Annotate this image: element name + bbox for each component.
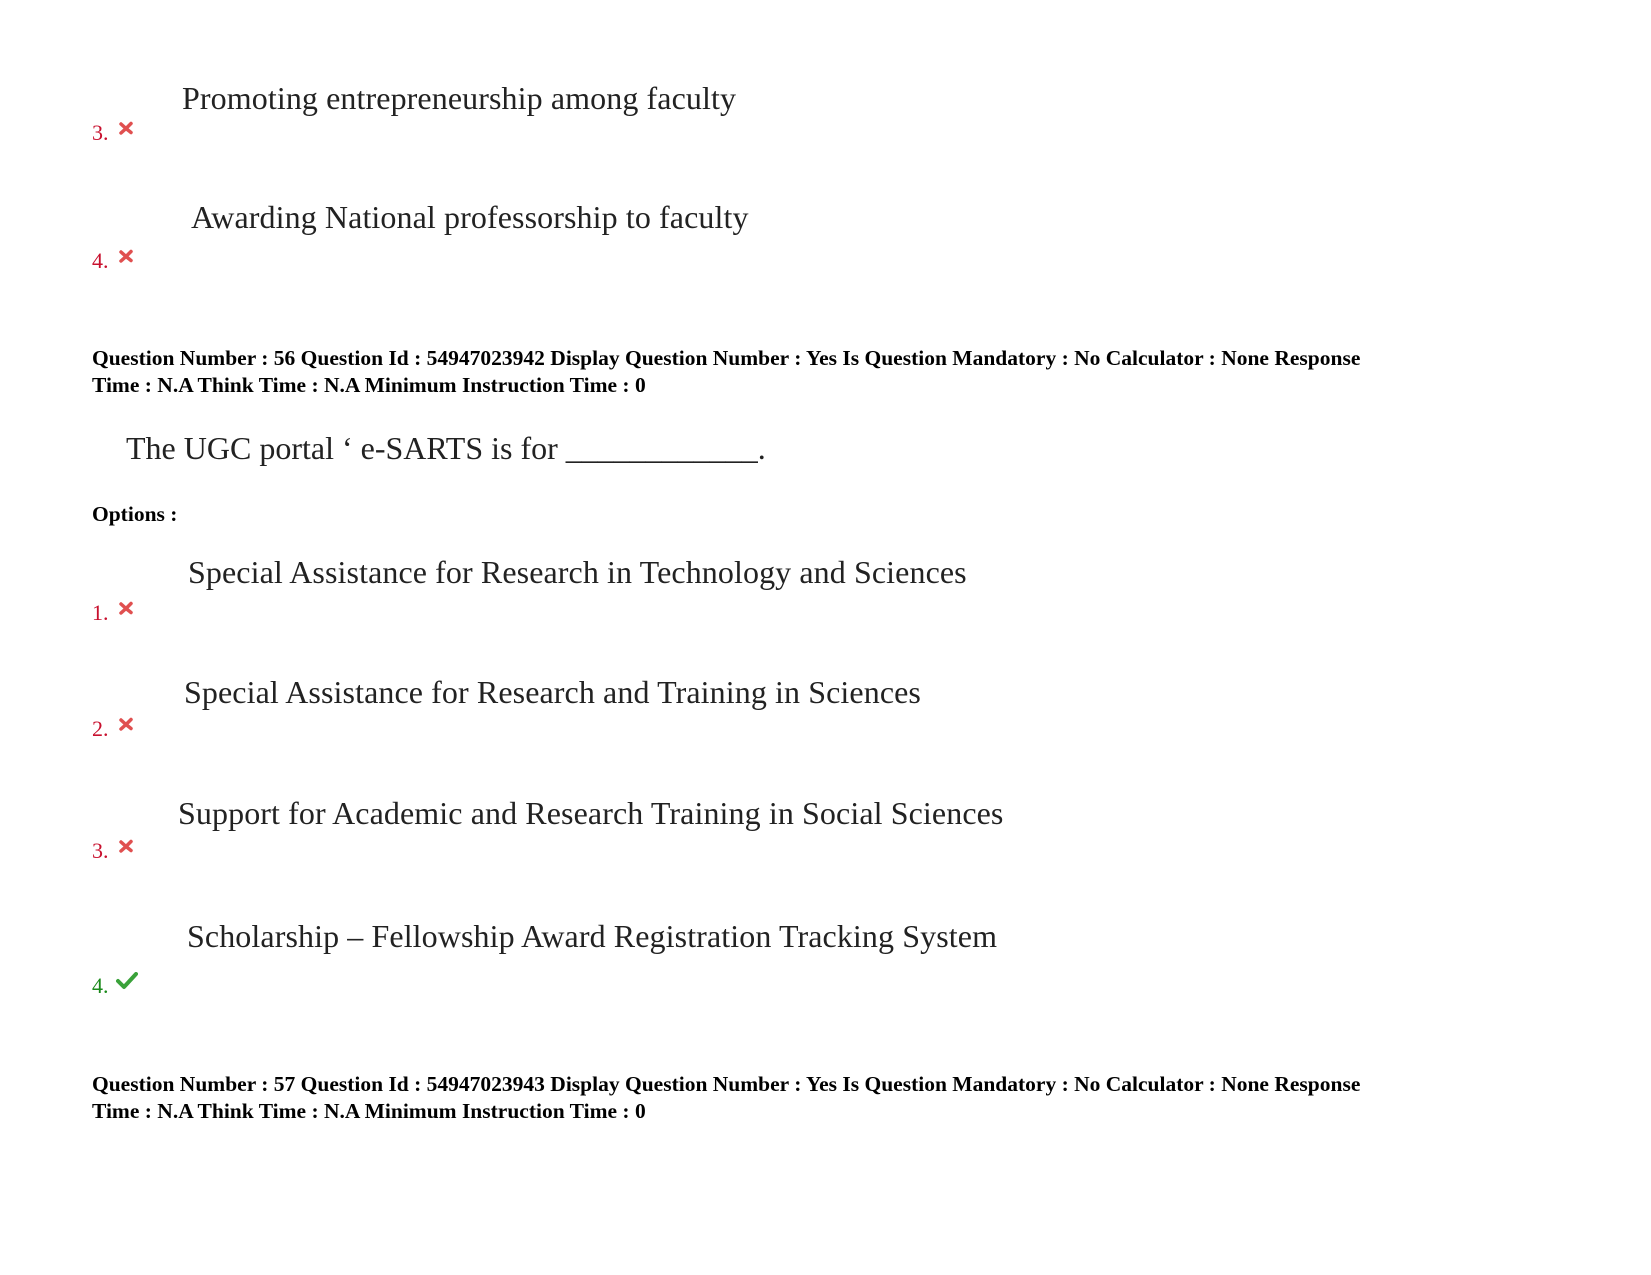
question-meta-line-1: Question Number : 57 Question Id : 54947023943 Display Question Number : Yes Is Question Mandatory : No Calculator : None Response xyxy=(92,1072,1361,1096)
question-meta-line-2: Time : N.A Think Time : N.A Minimum Instruction Time : 0 xyxy=(92,373,646,397)
cross-icon xyxy=(118,120,134,136)
cross-icon xyxy=(118,248,134,264)
question-text: The UGC portal ‘ e-SARTS is for ____________. xyxy=(126,430,766,466)
option-text: Scholarship – Fellowship Award Registration Tracking System xyxy=(187,918,998,954)
option-text: Support for Academic and Research Training in Social Sciences xyxy=(178,795,1004,831)
option-text: Promoting entrepreneurship among faculty xyxy=(182,80,737,116)
option-number: 1. xyxy=(92,600,109,625)
question-meta xyxy=(92,1071,1562,1125)
option-text: Awarding National professorship to faculty xyxy=(191,199,749,235)
option-number: 3. xyxy=(92,120,109,145)
question-meta xyxy=(92,345,1562,399)
question-meta-line-1: Question Number : 56 Question Id : 54947023942 Display Question Number : Yes Is Question Mandatory : No Calculator : None Response xyxy=(92,346,1361,370)
option-text: Special Assistance for Research and Training in Sciences xyxy=(184,674,921,710)
options-label: Options : xyxy=(92,502,178,526)
option-number: 2. xyxy=(92,716,109,741)
cross-icon xyxy=(118,838,134,854)
option-number: 3. xyxy=(92,838,109,863)
option-number: 4. xyxy=(92,973,109,998)
option-text: Special Assistance for Research in Technology and Sciences xyxy=(188,554,967,590)
option-number: 4. xyxy=(92,248,109,273)
question-meta-line-2: Time : N.A Think Time : N.A Minimum Instruction Time : 0 xyxy=(92,1099,646,1123)
cross-icon xyxy=(118,716,134,732)
cross-icon xyxy=(118,600,134,616)
check-icon xyxy=(116,972,138,990)
